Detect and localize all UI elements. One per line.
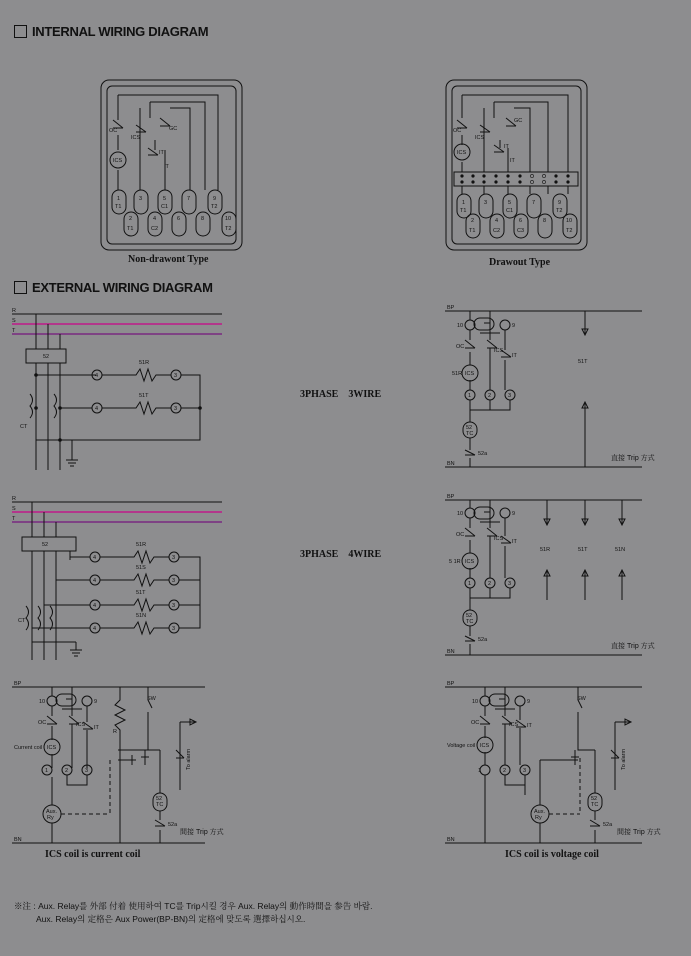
d-top-9: 9 — [558, 200, 562, 206]
nd-gc-label: GC — [169, 126, 178, 132]
cc-n9: 9 — [94, 699, 98, 705]
w4-r4-left: 4 — [93, 626, 97, 632]
w4-ss-label: 52 — [42, 542, 49, 548]
mode-4wire-label: 3PHASE 4WIRE — [300, 549, 382, 560]
nd-bot-2: 2 — [129, 216, 133, 222]
w3-51t-arrow-icon — [582, 311, 588, 467]
w3-51r: 51R — [452, 371, 463, 377]
w4-bus-t: T — [12, 516, 16, 522]
vc-n9: 9 — [527, 699, 531, 705]
breaker-52-box-4w — [22, 537, 76, 551]
w3-bus-t: T — [12, 328, 16, 334]
vc-bn: BN — [447, 837, 455, 843]
w3-oc: OC — [456, 344, 465, 350]
w4-bus-r: R — [12, 496, 16, 502]
w3-n9: 9 — [512, 323, 516, 329]
cc-alarm: To alarm — [186, 748, 192, 770]
w3-r2-label: 51T — [139, 393, 149, 399]
d-bot-10: 10 — [566, 218, 573, 224]
w3-n1: 1 — [468, 393, 472, 399]
cc-ics: ICS — [76, 722, 86, 728]
d-top-5: 5 — [508, 200, 512, 206]
d-ics-coil-label: ICS — [457, 150, 467, 156]
w4-bp: BP — [447, 494, 455, 500]
w3-r2-left: 4 — [95, 406, 99, 412]
w4-r1-left: 4 — [93, 555, 97, 561]
w3-ct-label: CT — [20, 424, 28, 430]
w4-52a: 52a — [478, 637, 488, 643]
drawout-contact-strip — [454, 172, 578, 186]
w4-tc2: TC — [466, 619, 474, 625]
w4-r2-label: 51S — [136, 565, 146, 571]
w4-col1: 51R — [540, 547, 551, 553]
w3-bn: BN — [447, 461, 455, 467]
cc-r: R — [113, 729, 117, 735]
d-top-7: 7 — [532, 200, 536, 206]
w4-51r: 5 1R — [449, 559, 461, 565]
w3-bp: BP — [447, 305, 455, 311]
w3-r1-right: 3 — [174, 373, 178, 379]
w3-r1-label: 51R — [139, 360, 150, 366]
nd-ics-label: ICS — [131, 135, 141, 141]
cc-aux2: Ry — [47, 815, 54, 821]
w4-ct-label: CT — [18, 618, 26, 624]
cc-tc1: 52 — [156, 796, 163, 802]
vc-n3: 3 — [523, 768, 527, 774]
nd-top-5: 5 — [163, 196, 167, 202]
nd-top-t2: T2 — [211, 204, 218, 210]
w3-bus-r: R — [12, 308, 16, 314]
d-bot-c2: C2 — [493, 228, 501, 234]
d-bot-6: 6 — [519, 218, 523, 224]
vc-sw: SW — [577, 696, 586, 702]
w3-n3: 3 — [508, 393, 512, 399]
vc-n2: 2 — [503, 768, 507, 774]
vc-alarm: To alarm — [621, 748, 627, 770]
nd-top-9: 9 — [213, 196, 217, 202]
w3-ics: ICS — [494, 348, 504, 354]
w3-trip-mode: 直接 Trip 方式 — [611, 455, 655, 462]
w4-r1-right: 3 — [172, 555, 176, 561]
vc-aux1: Aux. — [534, 809, 546, 815]
w3-bus-s: S — [12, 318, 16, 324]
w4-n2: 2 — [488, 581, 492, 587]
nd-it-label1: IT — [159, 150, 164, 156]
vc-52a: 52a — [603, 822, 613, 828]
w3-n10: 10 — [457, 323, 464, 329]
d-bot-t1: T1 — [469, 228, 476, 234]
w4-n3: 3 — [508, 581, 512, 587]
w3-r2-right: 3 — [174, 406, 178, 412]
w4-r2-left: 4 — [93, 578, 97, 584]
w4-ics-coil: ICS — [465, 559, 475, 565]
w4-ics: ICS — [494, 536, 504, 542]
w4-r2-right: 3 — [172, 578, 176, 584]
nd-top-c1: C1 — [161, 204, 169, 210]
vc-ics-coil: ICS — [480, 743, 490, 749]
w4-n10: 10 — [457, 511, 464, 517]
vc-oc: OC — [471, 720, 480, 726]
internal-title-text: INTERNAL WIRING DIAGRAM — [32, 24, 209, 39]
vc-n1: 1 — [478, 768, 482, 774]
cc-tc2: TC — [156, 802, 164, 808]
nd-top-t1: T1 — [115, 204, 122, 210]
w4-r4-right: 3 — [172, 626, 176, 632]
nd-bot-t2: T2 — [225, 226, 232, 232]
drawout-case — [446, 80, 587, 250]
d-bot-t2: T2 — [566, 228, 573, 234]
cc-oc: OC — [38, 720, 47, 726]
nd-top-1: 1 — [117, 196, 121, 202]
vc-tc2: TC — [591, 802, 599, 808]
cc-n2: 2 — [65, 768, 69, 774]
cc-n10: 10 — [39, 699, 46, 705]
cc-52a: 52a — [168, 822, 178, 828]
mode-3wire-label: 3PHASE 3WIRE — [300, 389, 382, 400]
w4-r3-right: 3 — [172, 603, 176, 609]
nd-top-7: 7 — [187, 196, 191, 202]
cc-resistor-icon — [115, 687, 125, 843]
vc-ics: ICS — [509, 722, 519, 728]
cc-ics-coil: ICS — [47, 745, 57, 751]
d-bot-2: 2 — [471, 218, 475, 224]
w4-n1: 1 — [468, 581, 472, 587]
nd-bot-10: 10 — [225, 216, 232, 222]
d-it-label1: IT — [504, 144, 509, 150]
d-bot-4: 4 — [495, 218, 499, 224]
w3-it: IT — [512, 353, 517, 359]
w4-oc: OC — [456, 532, 465, 538]
nd-bot-6: 6 — [177, 216, 181, 222]
current-coil-caption: ICS coil is current coil — [45, 849, 141, 860]
w4-r3-label: 51T — [136, 590, 146, 596]
d-it-label2: IT — [510, 158, 515, 164]
w3-ics-coil: ICS — [465, 371, 475, 377]
d-gc-label: GC — [514, 118, 523, 124]
w4-col2: 51T — [578, 547, 588, 553]
w4-r3-left: 4 — [93, 603, 97, 609]
cc-sw: SW — [147, 696, 156, 702]
ct-coil-icon — [30, 394, 57, 418]
d-top-c1: C1 — [506, 208, 514, 214]
w3-tc1: 52 — [466, 425, 473, 431]
nd-oc-label: OC — [109, 128, 118, 134]
d-top-t1: T1 — [460, 208, 467, 214]
cc-aux1: Aux. — [46, 809, 58, 815]
vc-coil-label: Voltage coil — [447, 743, 476, 749]
cc-it: IT — [94, 725, 99, 731]
footnote-line-1: ※注 : Aux. Relay를 外部 付着 使用하여 TC를 Trip시킬 경우 Aux. Relay의 動作時間을 参告 바람. — [14, 901, 373, 911]
w4-bn: BN — [447, 649, 455, 655]
w3-r1-left: 4 — [95, 373, 99, 379]
w4-trip-mode: 直接 Trip 方式 — [611, 643, 655, 650]
vc-bp: BP — [447, 681, 455, 687]
nd-bot-8: 8 — [201, 216, 205, 222]
w4-tc1: 52 — [466, 613, 473, 619]
nd-bot-t1: T1 — [127, 226, 134, 232]
w4-bus-s: S — [12, 506, 16, 512]
cc-bp: BP — [14, 681, 22, 687]
vc-tc1: 52 — [591, 796, 598, 802]
d-top-t2: T2 — [556, 208, 563, 214]
w3-tc2: TC — [466, 431, 474, 437]
nd-it-label2: IT — [164, 164, 169, 170]
drawout-caption: Drawout Type — [489, 257, 551, 268]
cc-n3: 3 — [85, 768, 89, 774]
non-drawout-caption: Non-drawont Type — [128, 254, 209, 265]
external-title-text: EXTERNAL WIRING DIAGRAM — [32, 280, 213, 295]
vc-it: IT — [527, 723, 532, 729]
d-top-3: 3 — [484, 200, 488, 206]
vc-trip-mode: 間接 Trip 方式 — [617, 829, 661, 836]
w3-51t: 51T — [578, 359, 588, 365]
d-top-1: 1 — [462, 200, 466, 206]
w3-n2: 2 — [488, 393, 492, 399]
cc-bn: BN — [14, 837, 22, 843]
w4-r4-label: 51N — [136, 613, 147, 619]
nd-top-3: 3 — [139, 196, 143, 202]
cc-n1: 1 — [45, 768, 49, 774]
vc-aux2: Ry — [535, 815, 542, 821]
voltage-coil-caption: ICS coil is voltage coil — [505, 849, 599, 860]
oc-contact-icon — [113, 120, 123, 128]
nd-ics-coil-label: ICS — [113, 158, 123, 164]
w3-ss-label: 52 — [43, 354, 50, 360]
w4-r1-label: 51R — [136, 542, 147, 548]
w4-it: IT — [512, 539, 517, 545]
nd-bot-c2: C2 — [151, 226, 159, 232]
vc-n10: 10 — [472, 699, 479, 705]
cc-coil-label: Current coil — [14, 745, 43, 751]
cc-trip-mode: 間接 Trip 方式 — [180, 829, 224, 836]
d-ics-label: ICS — [475, 135, 485, 141]
d-bot-c3: C3 — [517, 228, 525, 234]
nd-bot-4: 4 — [153, 216, 157, 222]
w3-52a: 52a — [478, 451, 488, 457]
d-bot-8: 8 — [543, 218, 547, 224]
footnote-line-2: Aux. Relay의 定格은 Aux Power(BP-BN)의 定格에 맞도록 選擇하십시오. — [36, 914, 306, 924]
w4-col3: 51N — [615, 547, 626, 553]
w4-n9: 9 — [512, 511, 516, 517]
d-oc-label: OC — [453, 128, 462, 134]
